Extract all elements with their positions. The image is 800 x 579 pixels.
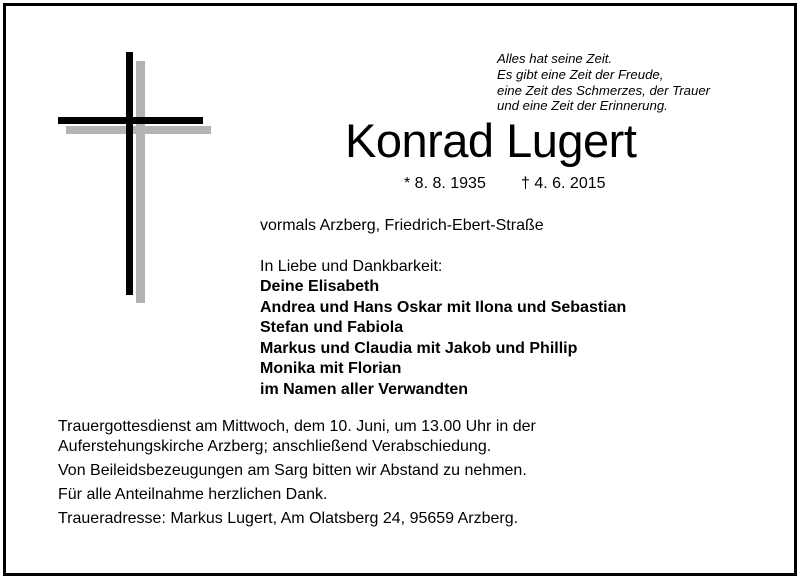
mourner-entry: Markus und Claudia mit Jakob und Phillip [260, 339, 578, 357]
address-notice: Traueradresse: Markus Lugert, Am Olatsberg 24, 95659 Arzberg. [58, 510, 519, 527]
deceased-name: Konrad Lugert [345, 114, 637, 167]
footer-notes [58, 417, 536, 533]
mourner-entry: Deine Elisabeth [260, 278, 380, 295]
service-line: Trauergottesdienst am Mittwoch, dem 10. Juni, um 13.00 Uhr in der [58, 418, 536, 435]
mourner-entry: Andrea und Hans Oskar mit Ilona und Sebastian [260, 298, 627, 316]
cross-vertical-bar [126, 52, 133, 295]
poem-line: und eine Zeit der Erinnerung. [497, 98, 668, 114]
birth-date: * 8. 8. 1935 [404, 175, 486, 192]
cross-shadow-horizontal [66, 126, 211, 134]
service-notice [58, 417, 536, 457]
poem-line: Alles hat seine Zeit. [497, 51, 613, 66]
poem [497, 51, 710, 114]
poem-line: Es gibt eine Zeit der Freude, [497, 66, 664, 82]
mourners-list [260, 277, 626, 400]
mourner-entry: Monika mit Florian [260, 360, 402, 377]
poem-line: eine Zeit des Schmerzes, der Trauer [497, 82, 711, 98]
cross-horizontal-bar [58, 117, 203, 124]
death-date: † 4. 6. 2015 [521, 175, 606, 192]
mourner-entry: im Namen aller Verwandten [260, 380, 469, 398]
thanks-notice: Für alle Anteilnahme herzlichen Dank. [58, 486, 328, 503]
residence-line: vormals Arzberg, Friedrich-Ebert-Straße [260, 217, 544, 234]
mourner-entry: Stefan und Fabiola [260, 319, 404, 336]
condolence-notice: Von Beileidsbezeugungen am Sarg bitten wir Abstand zu nehmen. [58, 462, 527, 479]
mourners-intro: In Liebe und Dankbarkeit: [260, 258, 443, 275]
cross-shadow-vertical [136, 61, 145, 303]
service-line: Auferstehungskirche Arzberg; anschließend Verabschiedung. [58, 438, 492, 455]
